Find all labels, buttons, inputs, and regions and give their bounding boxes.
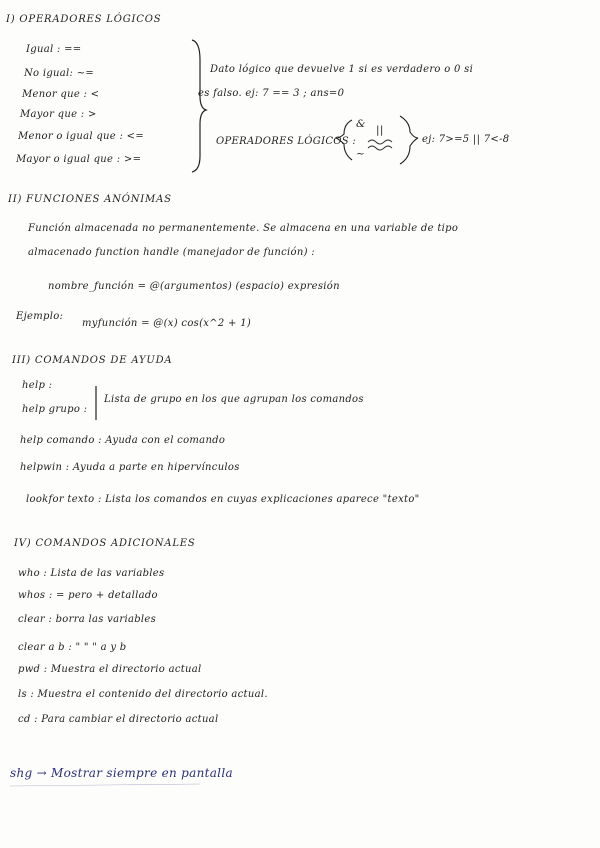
helpwin-cmd: helpwin : Ayuda a parte en hipervínculos: [20, 462, 240, 473]
help-comando: help comando : Ayuda con el comando: [20, 435, 226, 446]
logical-ops-example: ej: 7>=5 || 7<-8: [422, 134, 510, 145]
help-cmd-2: help grupo :: [22, 404, 88, 415]
scribble-icon: [368, 140, 392, 150]
brace-ops-open-icon: [336, 120, 352, 160]
anon-example: myfunción = @(x) cos(x^2 + 1): [82, 318, 252, 329]
op-greater-than: Mayor que : >: [20, 109, 97, 120]
heading-logical-operators: I) OPERADORES LÓGICOS: [6, 14, 162, 25]
heading-additional-commands: IV) COMANDOS ADICIONALES: [14, 538, 196, 549]
cmd-clear: clear : borra las variables: [18, 614, 157, 625]
op-less-than: Menor que : <: [22, 89, 100, 100]
footer-note: shg → Mostrar siempre en pantalla: [10, 766, 233, 780]
cmd-pwd: pwd : Muestra el directorio actual: [18, 664, 202, 675]
anon-syntax: nombre_función = @(argumentos) (espacio) expresión: [48, 281, 340, 292]
brace-logical-icon: [192, 40, 206, 172]
heading-anonymous-functions: II) FUNCIONES ANÓNIMAS: [8, 194, 172, 205]
op-symbol-and: &: [356, 118, 366, 130]
help-cmd-1: help :: [22, 380, 53, 391]
op-less-equal: Menor o igual que : <=: [18, 131, 144, 142]
logical-note-line1: Dato lógico que devuelve 1 si es verdadero o 0 si: [210, 64, 474, 75]
op-greater-equal: Mayor o igual que : >=: [16, 154, 142, 165]
cmd-whos: whos : = pero + detallado: [18, 590, 158, 601]
anon-line1: Función almacenada no permanentemente. Se almacena en una variable de tipo: [28, 223, 459, 234]
op-not-equal: No igual: ~=: [24, 68, 95, 79]
heading-help-commands: III) COMANDOS DE AYUDA: [12, 355, 173, 366]
op-symbol-not: ~: [356, 148, 366, 160]
lookfor-cmd: lookfor texto : Lista los comandos en cuyas explicaciones aparece "texto": [26, 494, 420, 505]
cmd-cd: cd : Para cambiar el directorio actual: [18, 714, 219, 725]
anon-line2: almacenado function handle (manejador de función) :: [28, 247, 315, 258]
anon-example-label: Ejemplo:: [16, 311, 64, 322]
cmd-ls: ls : Muestra el contenido del directorio actual.: [18, 689, 268, 700]
brace-ops-close-icon: [400, 116, 418, 164]
logical-note-line2: es falso. ej: 7 == 3 ; ans=0: [198, 88, 345, 99]
cmd-who: who : Lista de las variables: [18, 568, 165, 579]
footer-underline-icon: [10, 784, 200, 786]
help-note: Lista de grupo en los que agrupan los comandos: [104, 394, 364, 405]
logical-ops-label: OPERADORES LÓGICOS :: [216, 136, 357, 147]
op-symbol-or: ||: [376, 124, 384, 136]
op-equal: Igual : ==: [26, 44, 82, 55]
cmd-clear-ab: clear a b : " " " a y b: [18, 642, 127, 653]
